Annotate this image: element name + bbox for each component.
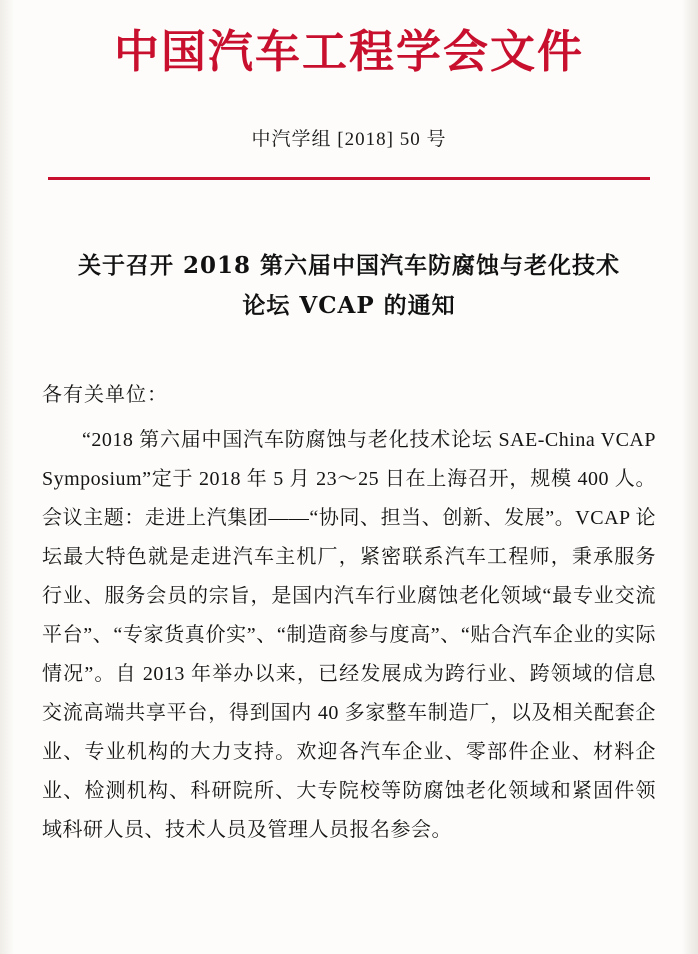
body-paragraph-1: “2018 第六届中国汽车防腐蚀与老化技术论坛 SAE-China VCAP Symposium”定于 2018 年 5 月 23～25 日在上海召开，规模 400 人。会议主题：走进上汽集团——“协同、担当、创新、发展”。VCAP 论坛最大特色就是走进汽车主机厂，紧密联系汽车工程师，秉承服务行业、服务会员的宗旨，是国内汽车行业腐蚀老化领域“最专业交流平台”、“专家货真价实”、“制造商参与度高”、“贴合汽车企业的实际情况”。自 2013 年举办以来，已经发展成为跨行业、跨领域的信息交流高端共享平台，得到国内 40 多家整车制造厂，以及相关配套企业、专业机构的大力支持。欢迎各汽车企业、零部件企业、材料企业、检测机构、科研院所、大专院校等防腐蚀老化领域和紧固件领域科研人员、技术人员及管理人员报名参会。 — [42, 429, 656, 842]
salutation: 各有关单位： — [42, 384, 168, 407]
document-title: 关于召开 2018 第六届中国汽车防腐蚀与老化技术论坛 VCAP 的通知 — [77, 251, 621, 319]
red-divider-rule — [48, 177, 650, 180]
document-number: 中汽学组 [2018] 50 号 — [251, 128, 447, 150]
masthead-title: 中国汽车工程学会文件 — [113, 25, 584, 78]
masthead — [42, 0, 656, 78]
